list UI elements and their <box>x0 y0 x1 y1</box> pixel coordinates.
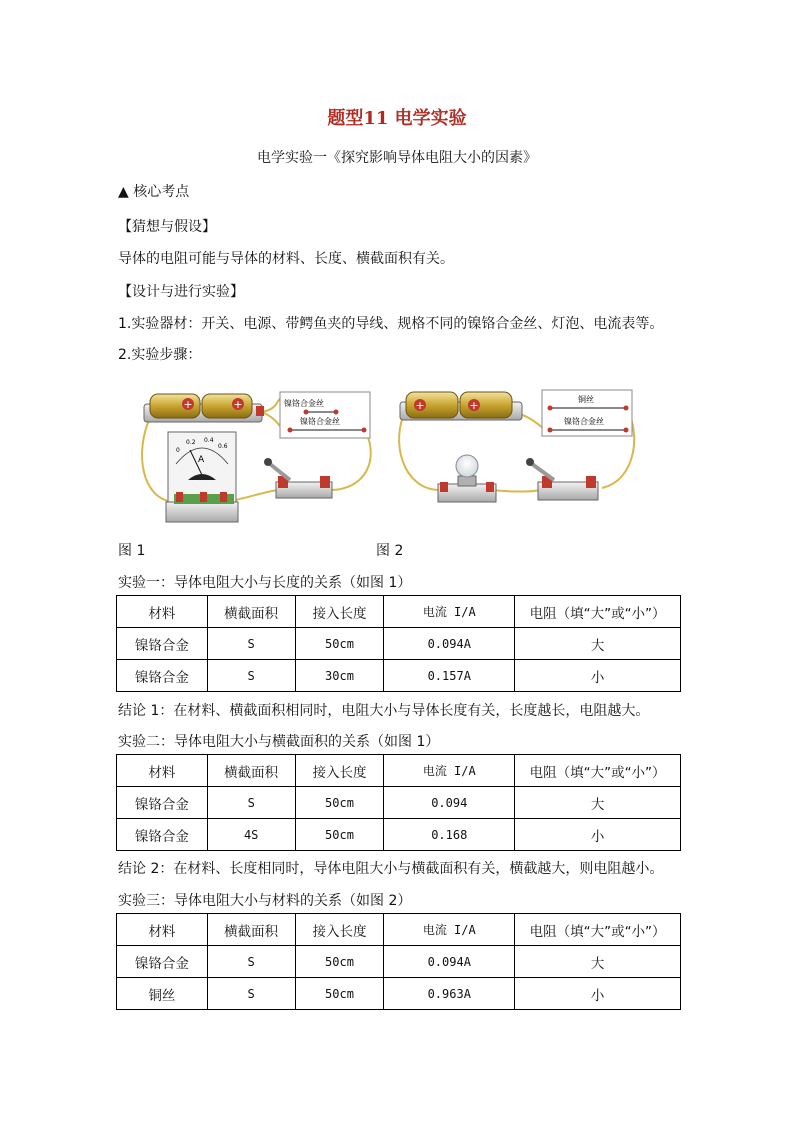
fig2-wire-bottom-label: 镍铬合金丝 <box>564 417 604 426</box>
battery-plus-4: + <box>469 399 479 412</box>
header-cell: 横截面积 <box>207 755 295 787</box>
table-row <box>117 946 681 978</box>
battery-cell-4 <box>460 392 512 418</box>
table-cell: 镍铬合金 <box>117 819 208 851</box>
table-cell: 0.094A <box>384 946 515 978</box>
table-cell: 50cm <box>295 819 384 851</box>
table-cell: 镍铬合金 <box>117 946 208 978</box>
table-cell: 0.963A <box>384 978 515 1010</box>
guess-text: 导体的电阻可能与导体的材料、长度、横截面积有关。 <box>118 251 454 267</box>
header-cell: 接入长度 <box>295 755 384 787</box>
table-cell: 大 <box>515 946 681 978</box>
table-row <box>117 978 681 1010</box>
design-heading: 【设计与进行实验】 <box>118 284 244 300</box>
exp2-title: 实验二：导体电阻大小与横截面积的关系（如图 1） <box>118 734 440 750</box>
header-cell: 电流 I/A <box>384 596 515 628</box>
table-cell: S <box>207 978 295 1010</box>
table-header-row <box>117 596 681 628</box>
table-cell: S <box>207 660 295 692</box>
fig2-wire-top-label: 铜丝 <box>578 395 594 404</box>
table-cell: 0.168 <box>384 819 515 851</box>
table-cell: 大 <box>515 628 681 660</box>
exp1-title: 实验一：导体电阻大小与长度的关系（如图 1） <box>118 575 412 591</box>
figure-2-circuit <box>392 380 642 515</box>
table-row <box>117 787 681 819</box>
guess-heading: 【猜想与假设】 <box>118 219 216 235</box>
table-cell: 30cm <box>295 660 384 692</box>
table-cell: 铜丝 <box>117 978 208 1010</box>
table-cell: 50cm <box>295 787 384 819</box>
ammeter-tick-3: 0.6 <box>218 443 228 450</box>
page-subtitle: 电学实验一《探究影响导体电阻大小的因素》 <box>257 150 537 166</box>
header-cell: 横截面积 <box>207 914 295 946</box>
ammeter-tick-2: 0.4 <box>204 437 214 444</box>
header-cell: 材料 <box>117 914 208 946</box>
battery-plus-1: + <box>183 398 193 411</box>
table-cell: 50cm <box>295 946 384 978</box>
fig1-wire-bottom-label: 镍铬合金丝 <box>300 417 340 426</box>
table-cell: 0.094A <box>384 628 515 660</box>
table-cell: 镍铬合金 <box>117 787 208 819</box>
ammeter-label: A <box>198 455 205 465</box>
table-cell: 大 <box>515 787 681 819</box>
table-cell: 镍铬合金 <box>117 660 208 692</box>
table-cell: 小 <box>515 660 681 692</box>
equipment-text: 1.实验器材：开关、电源、带鳄鱼夹的导线、规格不同的镍铬合金丝、灯泡、电流表等。 <box>118 316 664 332</box>
table-row <box>117 628 681 660</box>
exp3-title: 实验三：导体电阻大小与材料的关系（如图 2） <box>118 893 412 909</box>
header-cell: 横截面积 <box>207 596 295 628</box>
battery-plus-3: + <box>415 399 425 412</box>
header-cell: 材料 <box>117 596 208 628</box>
table-cell: 小 <box>515 978 681 1010</box>
steps-text: 2.实验步骤： <box>118 347 202 363</box>
battery-cell-3 <box>406 392 458 418</box>
ammeter-tick-0: 0 <box>176 447 180 454</box>
table-cell: S <box>207 628 295 660</box>
figure-2-caption: 图 2 <box>376 543 404 559</box>
header-cell: 电阻（填“大”或“小”） <box>515 914 681 946</box>
table-cell: 镍铬合金 <box>117 628 208 660</box>
table-cell: 4S <box>207 819 295 851</box>
header-cell: 接入长度 <box>295 914 384 946</box>
exp3-table <box>116 913 681 1010</box>
core-heading: ▲ 核心考点 <box>118 184 190 200</box>
header-cell: 电流 I/A <box>384 755 515 787</box>
battery-plus-2: + <box>233 398 243 411</box>
table-header-row <box>117 755 681 787</box>
figure-1-caption: 图 1 <box>118 543 146 559</box>
exp2-conclusion: 结论 2：在材料、长度相同时，导体电阻大小与横截面积有关，横截越大，则电阻越小。 <box>118 861 664 877</box>
exp2-table <box>116 754 681 851</box>
exp1-table <box>116 595 681 692</box>
table-cell: 小 <box>515 819 681 851</box>
table-cell: S <box>207 946 295 978</box>
table-cell: 0.094 <box>384 787 515 819</box>
ammeter-base <box>166 502 238 522</box>
header-cell: 电阻（填“大”或“小”） <box>515 755 681 787</box>
table-cell: 0.157A <box>384 660 515 692</box>
table-row <box>117 819 681 851</box>
fig1-wire-top-label: 镍铬合金丝 <box>284 399 324 408</box>
header-cell: 电流 I/A <box>384 914 515 946</box>
table-cell: 50cm <box>295 978 384 1010</box>
table-header-row <box>117 914 681 946</box>
table-cell: S <box>207 787 295 819</box>
table-row <box>117 660 681 692</box>
bulb <box>456 455 478 477</box>
header-cell: 接入长度 <box>295 596 384 628</box>
header-cell: 电阻（填“大”或“小”） <box>515 596 681 628</box>
battery-cell-2 <box>202 394 252 418</box>
figure-1-circuit <box>130 380 375 530</box>
ammeter-tick-1: 0.2 <box>186 439 196 446</box>
exp1-conclusion: 结论 1：在材料、横截面积相同时，电阻大小与导体长度有关，长度越长，电阻越大。 <box>118 703 650 719</box>
header-cell: 材料 <box>117 755 208 787</box>
table-cell: 50cm <box>295 628 384 660</box>
page-title: 题型11 电学实验 <box>327 108 467 129</box>
